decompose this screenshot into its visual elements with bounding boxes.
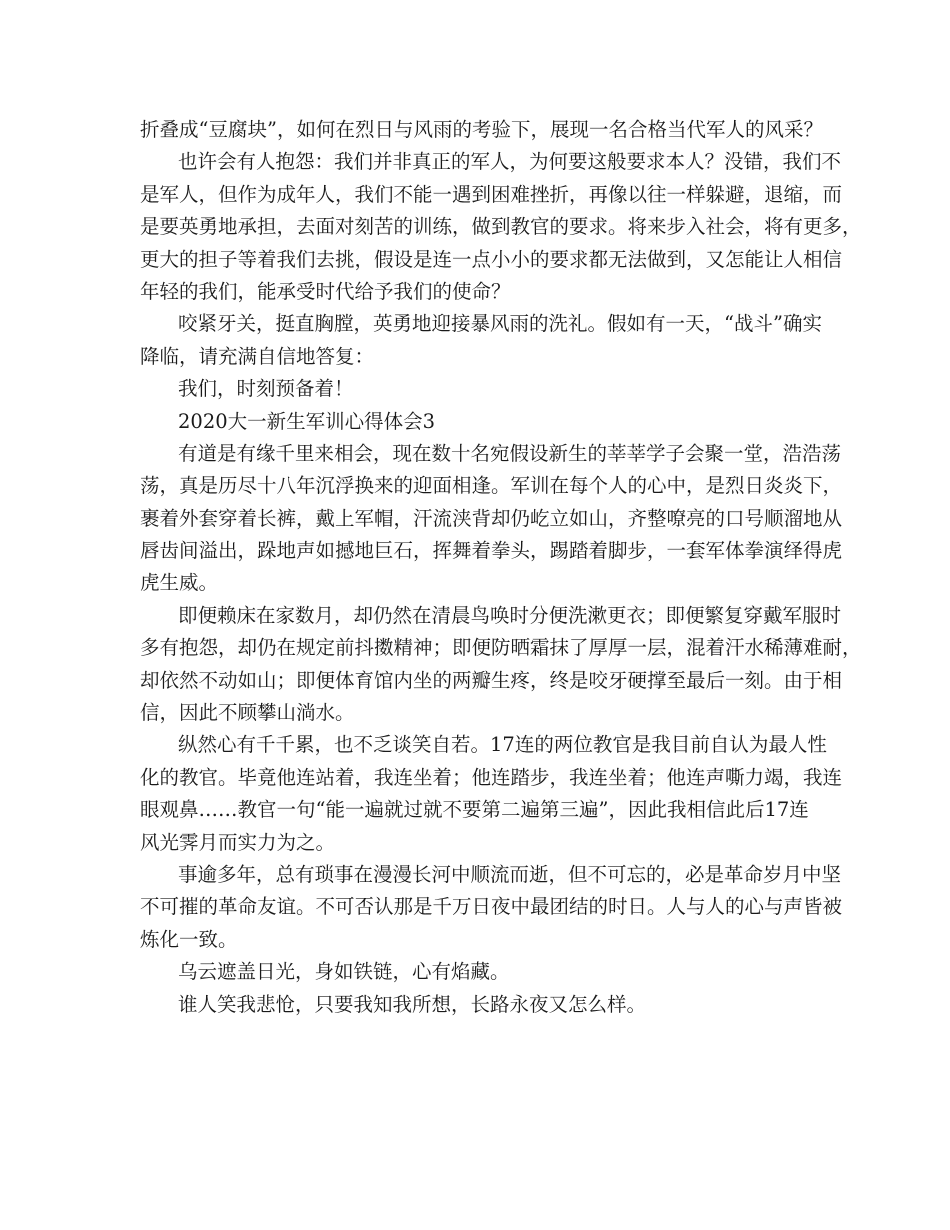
document-body [140,114,862,1021]
text-line: 不可摧的革命友谊。不可否认那是千万日夜中最团结的时日。人与人的心与声皆被 [140,895,843,919]
text-line: 荡，真是历尽十八年沉浮换来的迎面相逢。军训在每个人的心中，是烈日炎炎下， [140,474,843,498]
text-line: 炼化一致。 [140,927,238,951]
text-line: 更大的担子等着我们去挑，假设是连一点小小的要求都无法做到，又怎能让人相信 [140,247,843,271]
text-line: 却依然不动如山；即便体育馆内坐的两瓣生疼，终是咬牙硬撑至最后一刻。由于相 [140,668,843,692]
text-line: 降临，请充满自信地答复： [140,344,375,368]
text-line: 多有抱怨，却仍在规定前抖擞精神；即便防晒霜抹了厚厚一层，混着汗水稀薄难耐， [140,636,862,660]
text-line: 化的教官。毕竟他连站着，我连坐着；他连踏步，我连坐着；他连声嘶力竭，我连 [140,765,843,789]
text-line: 也许会有人抱怨：我们并非真正的军人，为何要这般要求本人？没错，我们不 [178,150,842,174]
text-line: 乌云遮盖日光，身如铁链，心有焰藏。 [178,960,510,984]
text-line: 即便赖床在家数月，却仍然在清晨鸟唤时分便洗漱更衣；即便繁复穿戴军服时 [178,603,842,627]
text-line: 眼观鼻……教官一句“能一遍就过就不要第二遍第三遍”，因此我相信此后17连 [140,798,809,822]
text-line: 折叠成“豆腐块”，如何在烈日与风雨的考验下，展现一名合格当代军人的风采？ [140,118,823,141]
text-line: 有道是有缘千里来相会，现在数十名宛假设新生的莘莘学子会聚一堂，浩浩荡 [178,441,842,465]
text-line: 虎生威。 [140,571,219,595]
text-line: 年轻的我们，能承受时代给予我们的使命？ [140,279,511,303]
text-line: 2020大一新生军训心得体会3 [178,409,436,433]
text-line: 咬紧牙关，挺直胸膛，英勇地迎接暴风雨的洗礼。假如有一天，“战斗”确实 [178,312,822,336]
text-line: 唇齿间溢出，跺地声如撼地巨石，挥舞着拳头，踢踏着脚步，一套军体拳演绎得虎 [140,539,843,563]
text-line: 风光霁月而实力为之。 [140,830,336,854]
text-line: 谁人笑我悲怆，只要我知我所想，长路永夜又怎么样。 [178,992,647,1016]
text-line: 信，因此不顾攀山淌水。 [140,701,355,725]
text-line: 我们，时刻预备着！ [178,377,354,401]
text-line: 裹着外套穿着长裤，戴上军帽，汗流浃背却仍屹立如山，齐整嘹亮的口号顺溜地从 [140,506,843,530]
text-line: 是要英勇地承担，去面对刻苦的训练，做到教官的要求。将来步入社会，将有更多， [140,215,862,239]
text-line: 是军人，但作为成年人，我们不能一遇到困难挫折，再像以往一样躲避，退缩，而 [140,182,843,206]
text-line: 纵然心有千千累，也不乏谈笑自若。17连的两位教官是我目前自认为最人性 [178,733,827,757]
text-line: 事逾多年，总有琐事在漫漫长河中顺流而逝，但不可忘的，必是革命岁月中坚 [178,862,842,886]
